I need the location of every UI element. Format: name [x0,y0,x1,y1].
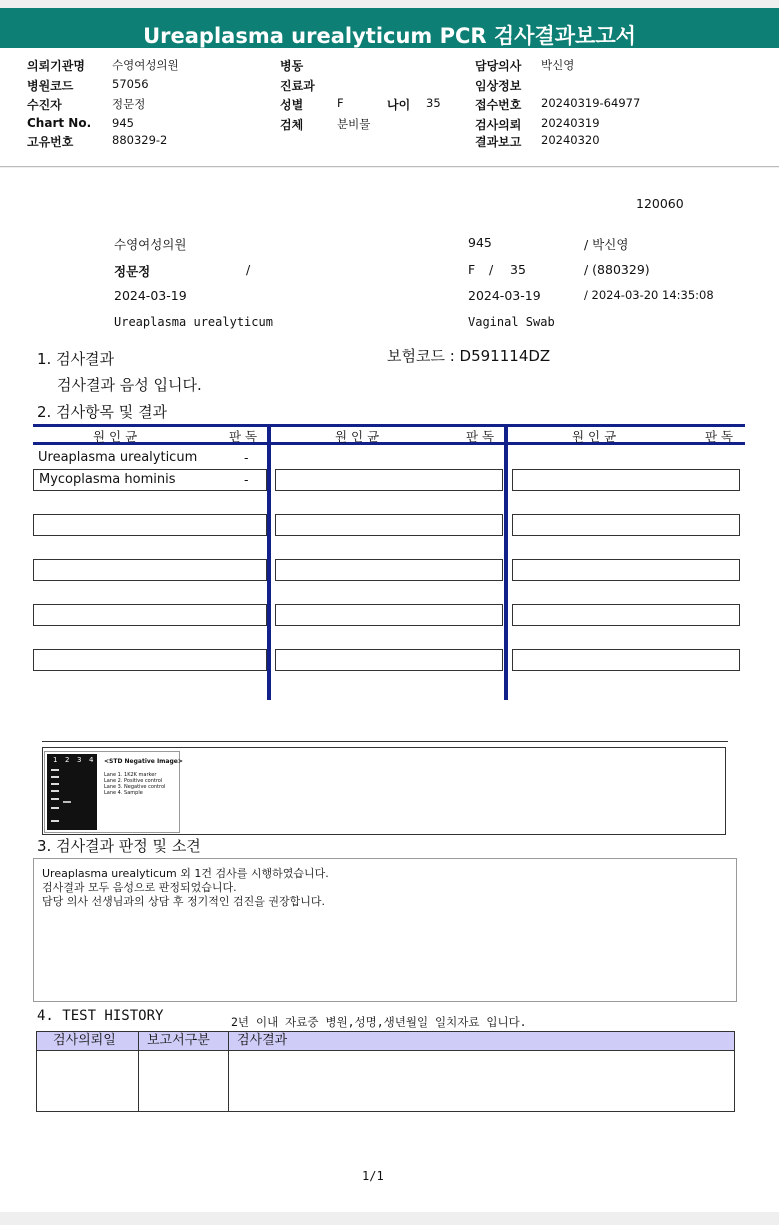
opinion-line: 검사결과 모두 음성으로 판정되었습니다. [42,881,237,894]
marker-band [51,790,59,792]
gel-legend-line: Lane 2. Positive control [104,778,163,784]
summary-patient: 정문정 [114,264,151,279]
page-number: 1/1 [362,1169,384,1183]
organism-name: Mycoplasma hominis [39,472,176,487]
lane-number: 1 [53,756,58,764]
report-code: 120060 [636,196,684,211]
request-label: 검사의뢰 [475,118,522,132]
sex-value: F [337,96,344,110]
hospital-code-label: 병원코드 [27,79,74,93]
patient-value: 정문정 [112,97,146,111]
marker-band [51,783,59,785]
history-col-result-label: 검사결과 [237,1033,288,1048]
history-col-type [138,1031,229,1051]
result-cell [512,469,740,491]
organism-result: - [244,472,249,487]
summary-institution: 수영여성의원 [114,237,187,252]
column-divider-1 [267,424,271,700]
col-organism-1: 원 인 균 [93,429,138,444]
section-2-title: 2. 검사항목 및 결과 [37,403,168,421]
result-cell [33,649,267,671]
summary-slash: / [246,262,251,277]
table-top-rule [33,424,745,427]
result-cell [512,514,740,536]
col-organism-3: 원 인 균 [572,429,617,444]
marker-band [51,769,59,771]
chart-value: 945 [112,116,134,130]
result-summary-text: 검사결과 음성 입니다. [57,376,202,394]
summary-specimen: Vaginal Swab [468,315,555,329]
summary-age: 35 [510,262,526,277]
insurance-code: 보험코드 : D591114DZ [387,347,551,365]
history-col-date-label: 검사의뢰일 [53,1033,116,1048]
receipt-value: 20240319-64977 [541,96,641,110]
age-label: 나이 [387,98,411,112]
result-cell [275,649,503,671]
specimen-label: 검체 [280,118,304,132]
result-cell [275,514,503,536]
summary-sex: F [468,262,476,277]
specimen-value: 분비물 [337,117,371,131]
history-cell [138,1050,229,1112]
section-3-title: 3. 검사결과 판정 및 소견 [37,837,201,855]
result-label: 결과보고 [475,135,522,149]
lane-number: 2 [65,756,70,764]
result-cell [33,559,267,581]
unique-value: 880329-2 [112,133,168,147]
organism-result: - [244,450,249,465]
hospital-code-value: 57056 [112,77,149,91]
col-judgment-3: 판 독 [705,429,734,444]
gel-top-rule [42,741,728,742]
section-1-title: 1. 검사결과 [37,350,115,368]
sex-label: 성별 [280,98,304,112]
history-col-result [228,1031,735,1051]
result-cell [275,559,503,581]
patient-label: 수진자 [27,98,62,112]
institution-label: 의뢰기관명 [27,59,85,73]
organism-name: Ureaplasma urealyticum [38,450,198,465]
history-col-date [36,1031,139,1051]
summary-chart: 945 [468,235,492,250]
gel-legend-line: Lane 3. Negative control [104,784,166,790]
lane-number: 4 [89,756,94,764]
marker-band [51,820,59,822]
col-judgment-2: 판 독 [466,429,495,444]
column-divider-2 [504,424,508,700]
history-cell [36,1050,139,1112]
result-cell [33,469,267,491]
summary-date-2: 2024-03-19 [468,288,541,303]
lane-number: 3 [77,756,82,764]
history-note: 2년 이내 자료중 병원,성명,생년월일 일치자료 입니다. [231,1015,527,1029]
doctor-value: 박신영 [541,58,575,72]
age-value: 35 [426,96,441,110]
gel-photo [47,754,97,830]
summary-report-datetime: / 2024-03-20 14:35:08 [584,288,714,302]
institution-value: 수영여성의원 [112,58,179,72]
patient-header [0,48,779,167]
result-cell [33,514,267,536]
report-title: Ureaplasma urealyticum PCR 검사결과보고서 [0,0,779,48]
marker-band [51,776,59,778]
result-cell [33,604,267,626]
gel-legend-line: Lane 1. 1K2K marker [104,772,157,778]
ward-label: 병동 [280,59,304,73]
result-cell [275,604,503,626]
marker-band [51,807,59,809]
section-4-title: 4. TEST HISTORY [37,1008,164,1024]
control-band [63,801,71,803]
result-value: 20240320 [541,133,600,147]
result-cell [275,469,503,491]
table-header-rule [33,442,745,445]
col-organism-2: 원 인 균 [335,429,380,444]
summary-doctor: / 박신영 [584,237,629,252]
doctor-label: 담당의사 [475,59,522,73]
gel-title: <STD Negative Image> [104,758,183,765]
col-judgment-1: 판 독 [229,429,258,444]
chart-label: Chart No. [27,116,92,130]
clinical-label: 임상정보 [475,79,522,93]
history-cell [228,1050,735,1112]
result-cell [512,559,740,581]
dept-label: 진료과 [280,79,315,93]
summary-slash-2: / [489,262,494,277]
marker-band [51,798,59,800]
opinion-line: 담당 의사 선생님과의 상담 후 정기적인 검진을 권장합니다. [42,895,325,908]
gel-legend-line: Lane 4. Sample [104,790,143,796]
result-cell [512,649,740,671]
request-value: 20240319 [541,116,600,130]
summary-date-1: 2024-03-19 [114,288,187,303]
history-col-type-label: 보고서구분 [147,1033,210,1048]
receipt-label: 접수번호 [475,98,522,112]
opinion-line: Ureaplasma urealyticum 외 1건 검사를 시행하였습니다. [42,867,329,880]
result-cell [512,604,740,626]
unique-label: 고유번호 [27,135,74,149]
summary-birth: / (880329) [584,262,650,277]
summary-test-name: Ureaplasma urealyticum [114,315,273,329]
